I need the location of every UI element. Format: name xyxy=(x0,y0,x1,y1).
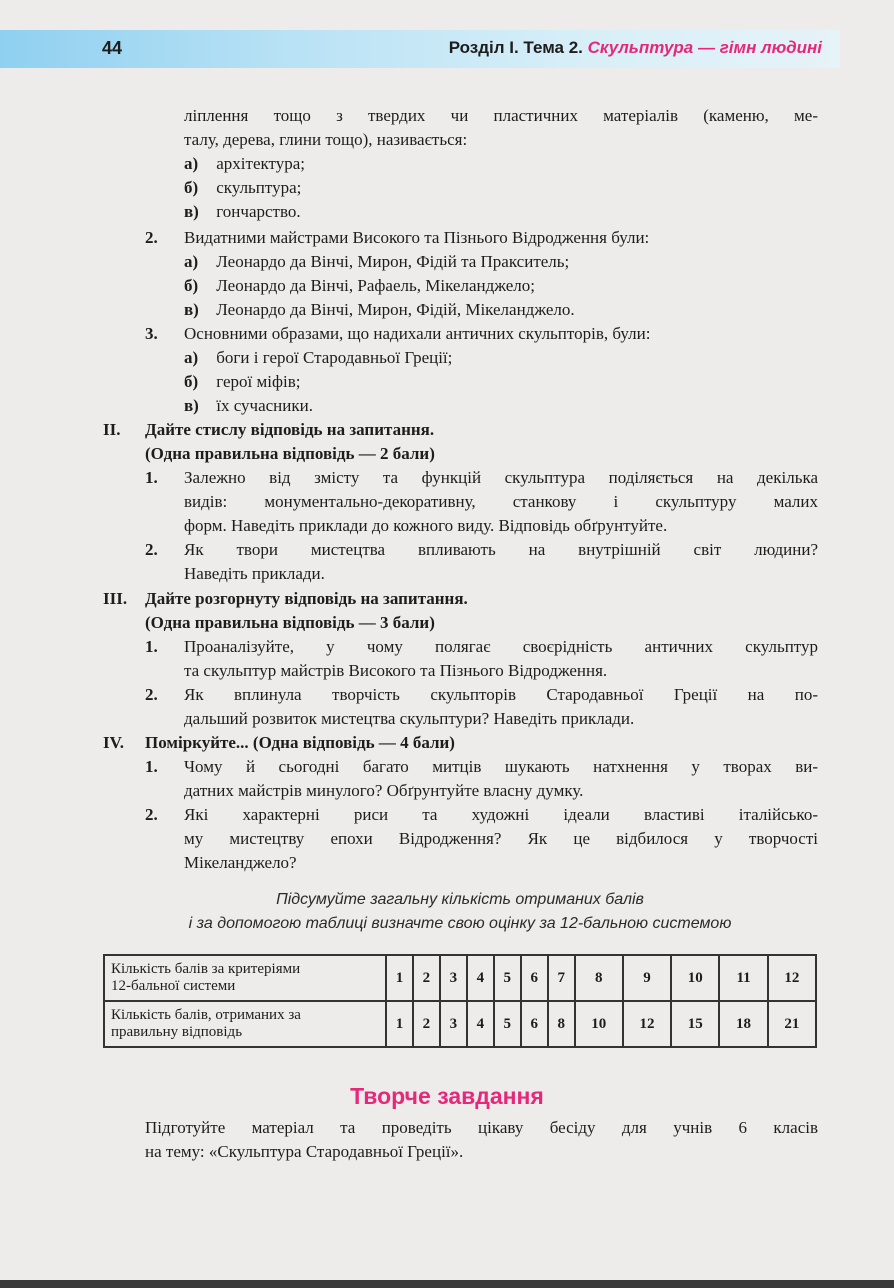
s3-item1-line1: Проаналізуйте, у чому полягає своєрідність античних скульптур xyxy=(184,637,818,656)
option-label: в) xyxy=(184,300,199,319)
table-cell: 1 xyxy=(386,955,413,1001)
s2-item2-line2: Наведіть приклади. xyxy=(184,564,325,583)
q2-number: 2. xyxy=(145,228,158,247)
table-cell: 4 xyxy=(467,955,494,1001)
s4-item1-line2: датних майстрів минулого? Обґрунтуйте власну думку. xyxy=(184,781,584,800)
table-cell: 5 xyxy=(494,1001,521,1047)
option-text: Леонардо да Вінчі, Мирон, Фідій, Мікеланджело. xyxy=(216,300,575,319)
option-text: архітектура; xyxy=(216,154,306,173)
table-cell: 6 xyxy=(521,1001,548,1047)
row-header-line2: правильну відповідь xyxy=(111,1024,243,1040)
table-cell: 8 xyxy=(575,955,623,1001)
section3-roman: III. xyxy=(103,589,128,608)
s2-item2-number: 2. xyxy=(145,540,158,559)
table-cell: 2 xyxy=(413,1001,440,1047)
row-header xyxy=(104,955,386,1001)
table-cell: 11 xyxy=(719,955,767,1001)
q3-option-a xyxy=(184,346,452,370)
q2-text: Видатними майстрами Високого та Пізнього Відродження були: xyxy=(184,228,650,247)
topic-title: Скульптура — гімн людині xyxy=(587,38,822,57)
option-label: б) xyxy=(184,372,199,391)
section2-roman: II. xyxy=(103,420,121,439)
section3-title: Дайте розгорнуту відповідь на запитання. xyxy=(145,589,468,608)
table-cell: 10 xyxy=(671,955,719,1001)
option-text: гончарство. xyxy=(216,202,301,221)
table-cell: 5 xyxy=(494,955,521,1001)
option-label: а) xyxy=(184,154,199,173)
q1-option-b xyxy=(184,176,301,200)
table-cell: 12 xyxy=(623,1001,671,1047)
option-label: в) xyxy=(184,396,199,415)
section4-title: Поміркуйте... (Одна відповідь — 4 бали) xyxy=(145,733,455,752)
creative-task-line2: на тему: «Скульптура Стародавньої Греції». xyxy=(145,1142,464,1161)
table-cell: 6 xyxy=(521,955,548,1001)
option-label: а) xyxy=(184,348,199,367)
q3-option-c xyxy=(184,394,313,418)
q1-text-line2: талу, дерева, глини тощо), називається: xyxy=(184,130,468,149)
table-cell: 18 xyxy=(719,1001,767,1047)
table-cell: 3 xyxy=(440,955,467,1001)
table-cell: 8 xyxy=(548,1001,575,1047)
q3-option-b xyxy=(184,370,301,394)
s4-item2-number: 2. xyxy=(145,805,158,824)
q2-option-a xyxy=(184,250,569,274)
q1-option-a xyxy=(184,152,305,176)
section-label: Розділ І. Тема 2. xyxy=(448,38,583,57)
section3-subtitle: (Одна правильна відповідь — 3 бали) xyxy=(145,613,435,632)
s2-item1-line2: видів: монументально-декоративну, станкову і скульптуру малих xyxy=(184,492,818,511)
section2-title: Дайте стислу відповідь на запитання. xyxy=(145,420,435,439)
table-cell: 15 xyxy=(671,1001,719,1047)
s3-item1-number: 1. xyxy=(145,637,158,656)
page-number: 44 xyxy=(102,38,123,58)
option-text: боги і герої Стародавньої Греції; xyxy=(216,348,453,367)
s2-item1-number: 1. xyxy=(145,468,158,487)
table-cell: 2 xyxy=(413,955,440,1001)
creative-task-title: Творче завдання xyxy=(350,1083,544,1109)
s4-item2-line1: Які характерні риси та художні ідеали властиві італійсько- xyxy=(184,805,818,824)
table-row xyxy=(104,1001,816,1047)
section4-roman: IV. xyxy=(103,733,124,752)
creative-task-line1: Підготуйте матеріал та проведіть цікаву бесіду для учнів 6 класів xyxy=(145,1118,818,1137)
s3-item2-line2: дальший розвиток мистецтва скульптури? Наведіть приклади. xyxy=(184,709,635,728)
grade-table xyxy=(103,954,817,1048)
s4-item2-line3: Мікеланджело? xyxy=(184,853,297,872)
q2-option-c xyxy=(184,298,575,322)
q3-number: 3. xyxy=(145,324,158,343)
s4-item1-line1: Чому й сьогодні багато митців шукають натхнення у творах ви- xyxy=(184,757,818,776)
s4-item1-number: 1. xyxy=(145,757,158,776)
option-label: в) xyxy=(184,202,199,221)
table-cell: 9 xyxy=(623,955,671,1001)
row-header-line1: Кількість балів за критеріями xyxy=(111,961,301,977)
option-text: герої міфів; xyxy=(216,372,301,391)
table-row xyxy=(104,955,816,1001)
s3-item2-number: 2. xyxy=(145,685,158,704)
row-header-line2: 12-бальної системи xyxy=(111,978,236,994)
option-label: б) xyxy=(184,178,199,197)
option-text: скульптура; xyxy=(216,178,302,197)
option-label: б) xyxy=(184,276,199,295)
option-text: Леонардо да Вінчі, Мирон, Фідій та Пракситель; xyxy=(216,252,570,271)
row-header xyxy=(104,1001,386,1047)
s3-item1-line2: та скульптур майстрів Високого та Пізнього Відродження. xyxy=(184,661,608,680)
table-cell: 12 xyxy=(768,955,816,1001)
row-header-line1: Кількість балів, отриманих за xyxy=(111,1007,301,1023)
option-text: їх сучасники. xyxy=(216,396,313,415)
s2-item1-line1: Залежно від змісту та функцій скульптура поділяється на декілька xyxy=(184,468,818,487)
option-text: Леонардо да Вінчі, Рафаель, Мікеланджело; xyxy=(216,276,536,295)
s2-item1-line3: форм. Наведіть приклади до кожного виду. Відповідь обґрунтуйте. xyxy=(184,516,668,535)
summary-line2: і за допомогою таблиці визначте свою оцінку за 12-бальною системою xyxy=(188,915,732,932)
q1-text-line1: ліплення тощо з твердих чи пластичних матеріалів (каменю, ме- xyxy=(184,106,818,125)
table-cell: 3 xyxy=(440,1001,467,1047)
page-bottom-edge xyxy=(0,1280,894,1288)
table-cell: 21 xyxy=(768,1001,816,1047)
table-cell: 7 xyxy=(548,955,575,1001)
table-cell: 4 xyxy=(467,1001,494,1047)
s2-item2-line1: Як твори мистецтва впливають на внутрішній світ людини? xyxy=(184,540,818,559)
table-cell: 10 xyxy=(575,1001,623,1047)
running-head xyxy=(449,38,822,58)
q3-text: Основними образами, що надихали античних скульпторів, були: xyxy=(184,324,651,343)
q2-option-b xyxy=(184,274,535,298)
option-label: а) xyxy=(184,252,199,271)
table-cell: 1 xyxy=(386,1001,413,1047)
s3-item2-line1: Як вплинула творчість скульпторів Стародавньої Греції на по- xyxy=(184,685,818,704)
summary-line1: Підсумуйте загальну кількість отриманих балів xyxy=(276,891,644,908)
section2-subtitle: (Одна правильна відповідь — 2 бали) xyxy=(145,444,435,463)
q1-option-c xyxy=(184,200,301,224)
s4-item2-line2: му мистецтву епохи Відродження? Як це відбилося у творчості xyxy=(184,829,818,848)
